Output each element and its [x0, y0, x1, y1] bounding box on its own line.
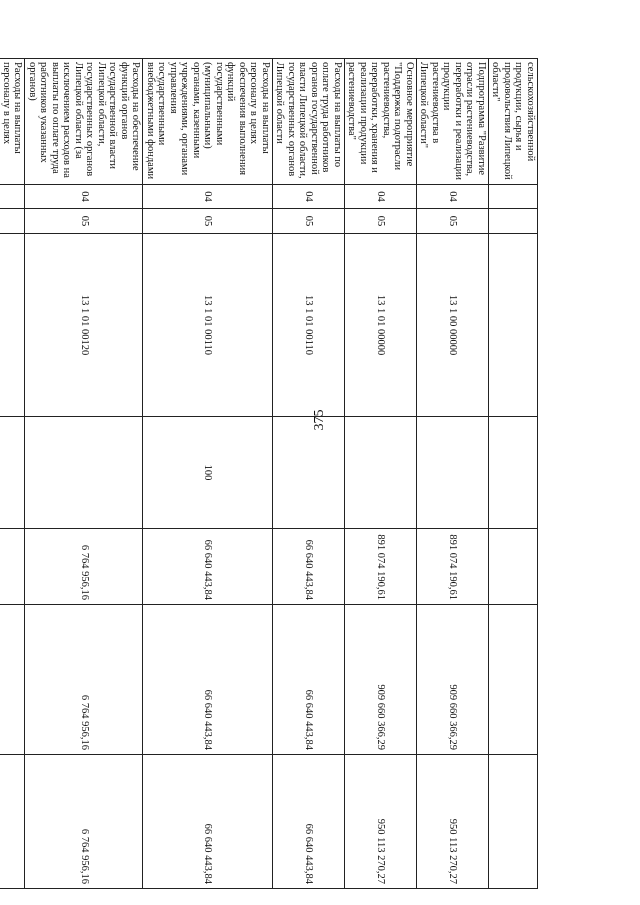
row-subsection: 05	[273, 209, 345, 234]
row-amount-2: 66 640 443,84	[273, 605, 345, 755]
row-amount-3: 66 640 443,84	[143, 755, 273, 889]
row-subsection: 05	[143, 209, 273, 234]
row-amount-1: 891 074 190,61	[417, 529, 489, 605]
row-section: 04	[345, 185, 417, 209]
table-row	[25, 59, 143, 889]
row-amount-2	[0, 605, 25, 755]
row-name: Подпрограмма "Развитие отрасли растениеводства, переработки и реализации продукции растениеводства в Липецкой области"	[417, 59, 489, 185]
row-amount-3	[0, 755, 25, 889]
row-name: Расходы на выплаты персоналу в целях обеспечения выполнения функций государственными (муниципальными) органами, казенными учреждениями, органами управления государственными внебюджетными фондами	[143, 59, 273, 185]
row-target-code	[489, 234, 538, 417]
row-subsection: 05	[345, 209, 417, 234]
row-expense-type: 100	[143, 417, 273, 529]
rotated-budget-table-container	[1, 58, 538, 888]
row-expense-type	[489, 417, 538, 529]
row-amount-1: 6 764 956,16	[25, 529, 143, 605]
budget-table	[0, 58, 538, 889]
row-amount-3: 66 640 443,84	[273, 755, 345, 889]
row-target-code: 13 1 01 00110	[273, 234, 345, 417]
row-name: Основное мероприятие "Поддержка подотрасли растениеводства, переработки, хранения и реализации продукции растениеводства"	[345, 59, 417, 185]
row-amount-3: 950 113 270,27	[417, 755, 489, 889]
row-amount-2: 66 640 443,84	[143, 605, 273, 755]
row-target-code: 13 1 01 00120	[25, 234, 143, 417]
row-expense-type	[417, 417, 489, 529]
row-amount-1: 891 074 190,61	[345, 529, 417, 605]
row-amount-1: 66 640 443,84	[143, 529, 273, 605]
row-expense-type	[0, 417, 25, 529]
row-amount-1	[0, 529, 25, 605]
row-section: 04	[417, 185, 489, 209]
row-subsection	[489, 209, 538, 234]
row-section	[489, 185, 538, 209]
table-row	[0, 59, 25, 889]
row-name: Расходы на обеспечение функций органов государственной власти Липецкой области, государственных органов Липецкой области (за исключением расходов на выплаты по оплате труда работников указанных органов)	[25, 59, 143, 185]
row-amount-2: 6 764 956,16	[25, 605, 143, 755]
table-row	[489, 59, 538, 889]
row-amount-3	[489, 755, 538, 889]
table-row	[273, 59, 345, 889]
row-amount-2	[489, 605, 538, 755]
row-target-code	[0, 234, 25, 417]
row-section: 04	[143, 185, 273, 209]
row-expense-type	[273, 417, 345, 529]
page-number: 375	[312, 409, 327, 431]
row-expense-type	[345, 417, 417, 529]
table-row	[143, 59, 273, 889]
row-target-code: 13 1 00 00000	[417, 234, 489, 417]
row-amount-1	[489, 529, 538, 605]
row-section	[0, 185, 25, 209]
row-expense-type	[25, 417, 143, 529]
row-target-code: 13 1 01 00110	[143, 234, 273, 417]
row-target-code: 13 1 01 00000	[345, 234, 417, 417]
row-amount-2: 909 660 366,29	[345, 605, 417, 755]
row-amount-3: 6 764 956,16	[25, 755, 143, 889]
row-subsection: 05	[417, 209, 489, 234]
row-subsection	[0, 209, 25, 234]
row-amount-2: 909 660 366,29	[417, 605, 489, 755]
row-name: сельскохозяйственной продукции, сырья и продовольствия Липецкой области"	[489, 59, 538, 185]
table-row	[345, 59, 417, 889]
row-amount-3: 950 113 270,27	[345, 755, 417, 889]
row-amount-1: 66 640 443,84	[273, 529, 345, 605]
row-name: Расходы на выплаты по оплате труда работников органов государственной власти Липецкой области, государственных органов Липецкой области	[273, 59, 345, 185]
row-section: 04	[273, 185, 345, 209]
row-section: 04	[25, 185, 143, 209]
row-name: Расходы на выплаты персоналу в целях	[0, 59, 25, 185]
table-row	[417, 59, 489, 889]
row-subsection: 05	[25, 209, 143, 234]
budget-table-body	[0, 59, 538, 889]
